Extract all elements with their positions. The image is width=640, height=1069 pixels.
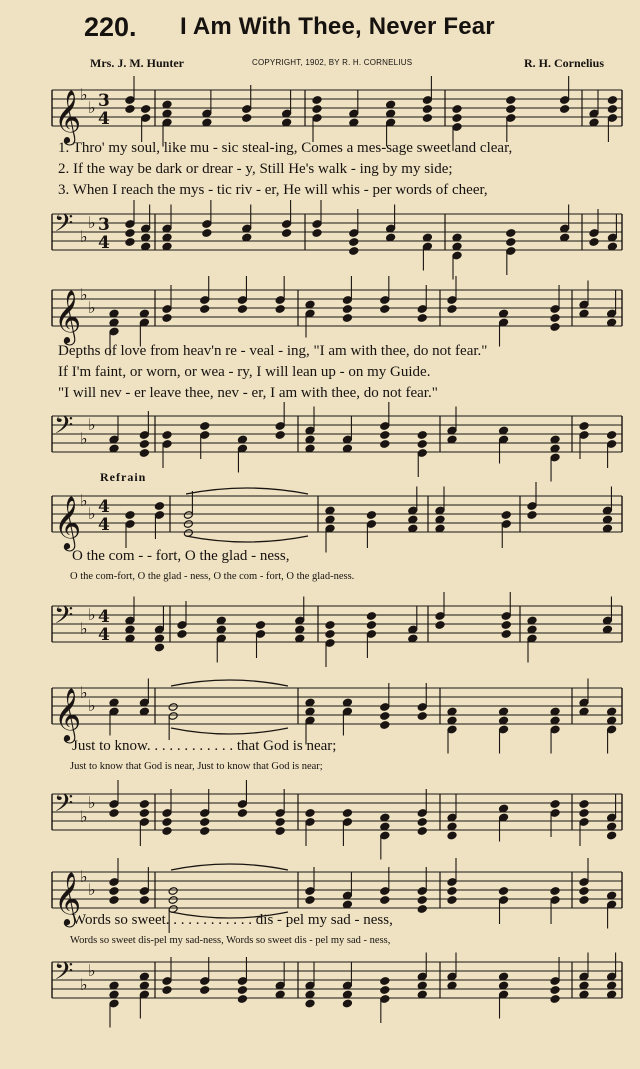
flat-sign-icon: ♭: [88, 415, 96, 434]
flat-sign-icon: ♭: [80, 491, 88, 510]
note-head: [499, 887, 509, 896]
note-head: [380, 896, 390, 905]
note-head: [380, 305, 390, 314]
flat-sign-icon: ♭: [88, 298, 96, 317]
note-head: [506, 229, 516, 238]
note-head: [305, 809, 315, 818]
note-head: [305, 896, 315, 905]
note-head: [154, 502, 164, 511]
treble-clef-icon: 𝄞: [54, 89, 82, 143]
refrain-echo-line-3: Words so sweet dis-pel my sad-ness, Words so sweet dis - pel my sad - ness,: [70, 935, 391, 946]
note-head: [366, 612, 376, 621]
hymn-author: Mrs. J. M. Hunter: [90, 56, 184, 70]
note-head: [312, 229, 322, 238]
note-head: [342, 314, 352, 323]
note-head: [417, 818, 427, 827]
note-head: [125, 238, 135, 247]
verse-1-line-2: Depths of love from heav'n re - veal - ing, "I am with thee, do not fear.": [58, 343, 488, 359]
note-head: [162, 818, 172, 827]
flat-sign-icon: ♭: [88, 961, 96, 980]
note-head: [162, 431, 172, 440]
note-head: [506, 96, 516, 105]
flat-sign-icon: ♭: [80, 867, 88, 886]
note-head: [312, 96, 322, 105]
hymn-header: [0, 0, 640, 80]
time-signature-digit: 3: [98, 215, 110, 235]
note-head: [417, 314, 427, 323]
verse-3-line-2: "I will nev - er leave thee, nev - er, I am with thee, do not fear.": [58, 385, 438, 401]
hymn-number: 220.: [84, 12, 137, 42]
note-head: [154, 643, 164, 652]
note-head: [447, 896, 457, 905]
note-head: [141, 105, 151, 114]
treble-clef-icon: 𝄞: [54, 289, 82, 343]
note-head: [200, 422, 210, 431]
flat-sign-icon: ♭: [88, 605, 96, 624]
note-head: [200, 986, 210, 995]
flat-sign-icon: ♭: [80, 285, 88, 304]
note-head: [501, 630, 511, 639]
note-head: [139, 449, 149, 458]
bass-staff: [0, 594, 640, 658]
note-head: [237, 995, 247, 1004]
note-head: [275, 431, 285, 440]
bass-staff: [0, 950, 640, 1016]
bass-clef-icon: 𝄢: [54, 411, 74, 446]
note-head: [275, 827, 285, 836]
note-head: [550, 323, 560, 332]
flat-sign-icon: ♭: [80, 227, 88, 246]
refrain-echo-line-1: O the com-fort, O the glad - ness, O the com - fort, O the glad-ness.: [70, 571, 355, 582]
verse-2-line-1: 2. If the way be dark or drear - y, Still He's walk - ing by my side;: [58, 161, 453, 177]
note-head: [380, 986, 390, 995]
note-head: [417, 712, 427, 721]
note-head: [349, 238, 359, 247]
note-head: [162, 986, 172, 995]
time-signature-digit: 4: [98, 607, 110, 627]
note-head: [452, 114, 462, 123]
flat-sign-icon: ♭: [80, 619, 88, 638]
note-head: [589, 238, 599, 247]
note-head: [447, 887, 457, 896]
note-head: [550, 986, 560, 995]
time-signature-digit: 4: [98, 497, 110, 517]
note-head: [282, 229, 292, 238]
note-head: [237, 809, 247, 818]
treble-staff: [0, 484, 640, 549]
note-head: [579, 422, 589, 431]
note-head: [200, 305, 210, 314]
treble-clef-icon: 𝄞: [54, 495, 82, 549]
note-head: [162, 827, 172, 836]
note-head: [579, 800, 589, 809]
note-head: [183, 520, 193, 529]
flat-sign-icon: ♭: [88, 98, 96, 117]
note-head: [506, 238, 516, 247]
refrain-label: Refrain: [100, 470, 147, 484]
treble-clef-icon: 𝄞: [54, 871, 82, 925]
note-head: [550, 887, 560, 896]
time-signature-digit: 4: [98, 625, 110, 645]
note-head: [125, 511, 135, 520]
bass-clef-icon: 𝄢: [54, 601, 74, 636]
treble-staff: [0, 78, 640, 143]
refrain-melody-line-1: O the com - - fort, O the glad - ness,: [72, 548, 290, 564]
flat-sign-icon: ♭: [80, 85, 88, 104]
note-head: [422, 114, 432, 123]
note-head: [162, 314, 172, 323]
bass-clef-icon: 𝄢: [54, 789, 74, 824]
note-head: [579, 896, 589, 905]
note-head: [200, 827, 210, 836]
note-head: [579, 809, 589, 818]
note-head: [380, 431, 390, 440]
note-head: [342, 809, 352, 818]
note-head: [168, 896, 178, 905]
note-head: [139, 800, 149, 809]
bass-clef-icon: 𝄢: [54, 957, 74, 992]
note-head: [607, 831, 617, 840]
note-head: [417, 827, 427, 836]
note-head: [125, 105, 135, 114]
note-head: [366, 511, 376, 520]
note-head: [452, 105, 462, 114]
note-head: [579, 887, 589, 896]
note-head: [125, 229, 135, 238]
note-head: [417, 905, 427, 914]
note-head: [139, 896, 149, 905]
note-head: [202, 229, 212, 238]
note-head: [380, 440, 390, 449]
time-signature-digit: 4: [98, 515, 110, 535]
hymn-title: I Am With Thee, Never Fear: [180, 13, 495, 40]
flat-sign-icon: ♭: [88, 880, 96, 899]
note-head: [607, 431, 617, 440]
note-head: [139, 440, 149, 449]
note-head: [275, 305, 285, 314]
hymn-composer: R. H. Cornelius: [523, 56, 604, 70]
note-head: [550, 995, 560, 1004]
note-head: [325, 630, 335, 639]
note-head: [237, 986, 247, 995]
treble-clef-icon: 𝄞: [54, 687, 82, 741]
note-head: [422, 105, 432, 114]
treble-staff: [0, 278, 640, 342]
flat-sign-icon: ♭: [88, 213, 96, 232]
note-head: [607, 96, 617, 105]
verse-2-line-2: If I'm faint, or worn, or wea - ry, I will lean up - on my Guide.: [58, 364, 431, 380]
note-head: [550, 800, 560, 809]
note-head: [447, 831, 457, 840]
note-head: [275, 818, 285, 827]
note-head: [342, 999, 352, 1008]
note-head: [417, 431, 427, 440]
time-signature-digit: 4: [98, 233, 110, 253]
note-head: [109, 887, 119, 896]
flat-sign-icon: ♭: [88, 696, 96, 715]
bass-clef-icon: 𝄢: [54, 209, 74, 244]
flat-sign-icon: ♭: [88, 793, 96, 812]
flat-sign-icon: ♭: [80, 975, 88, 994]
note-head: [237, 305, 247, 314]
note-head: [242, 114, 252, 123]
time-signature-digit: 4: [98, 109, 110, 129]
note-head: [200, 818, 210, 827]
note-head: [380, 721, 390, 730]
note-head: [177, 630, 187, 639]
note-head: [550, 314, 560, 323]
note-head: [501, 511, 511, 520]
note-head: [139, 809, 149, 818]
flat-sign-icon: ♭: [80, 683, 88, 702]
bass-staff: [0, 782, 640, 844]
note-head: [560, 105, 570, 114]
note-head: [527, 511, 537, 520]
refrain-melody-line-3: Words so sweet. . . . . . . . . . . . dis - pel my sad - ness,: [72, 912, 393, 928]
flat-sign-icon: ♭: [88, 504, 96, 523]
note-head: [109, 809, 119, 818]
note-head: [325, 621, 335, 630]
note-head: [435, 621, 445, 630]
verse-1-line-1: 1. Thro' my soul, like mu - sic steal-ing, Comes a mes-sage sweet and clear,: [58, 140, 513, 156]
note-head: [255, 621, 265, 630]
bass-staff: [0, 202, 640, 264]
treble-staff: [0, 676, 640, 740]
note-head: [312, 105, 322, 114]
refrain-echo-line-2: Just to know that God is near, Just to know that God is near;: [70, 761, 323, 772]
note-head: [349, 247, 359, 256]
time-signature-digit: 3: [98, 91, 110, 111]
hymn-copyright: COPYRIGHT, 1902, BY R. H. CORNELIUS: [252, 58, 413, 67]
note-head: [168, 887, 178, 896]
note-head: [342, 305, 352, 314]
flat-sign-icon: ♭: [80, 429, 88, 448]
verse-3-line-1: 3. When I reach the mys - tic riv - er, He will whis - per words of cheer,: [58, 182, 488, 198]
note-head: [366, 621, 376, 630]
note-head: [109, 896, 119, 905]
note-head: [447, 305, 457, 314]
note-head: [168, 703, 178, 712]
refrain-melody-line-2: Just to know. . . . . . . . . . . . that God is near;: [72, 738, 337, 754]
note-head: [417, 440, 427, 449]
note-head: [380, 977, 390, 986]
note-head: [607, 105, 617, 114]
note-head: [417, 896, 427, 905]
note-head: [305, 999, 315, 1008]
note-head: [501, 621, 511, 630]
flat-sign-icon: ♭: [80, 807, 88, 826]
note-head: [380, 712, 390, 721]
note-head: [506, 105, 516, 114]
bass-staff: [0, 404, 640, 466]
